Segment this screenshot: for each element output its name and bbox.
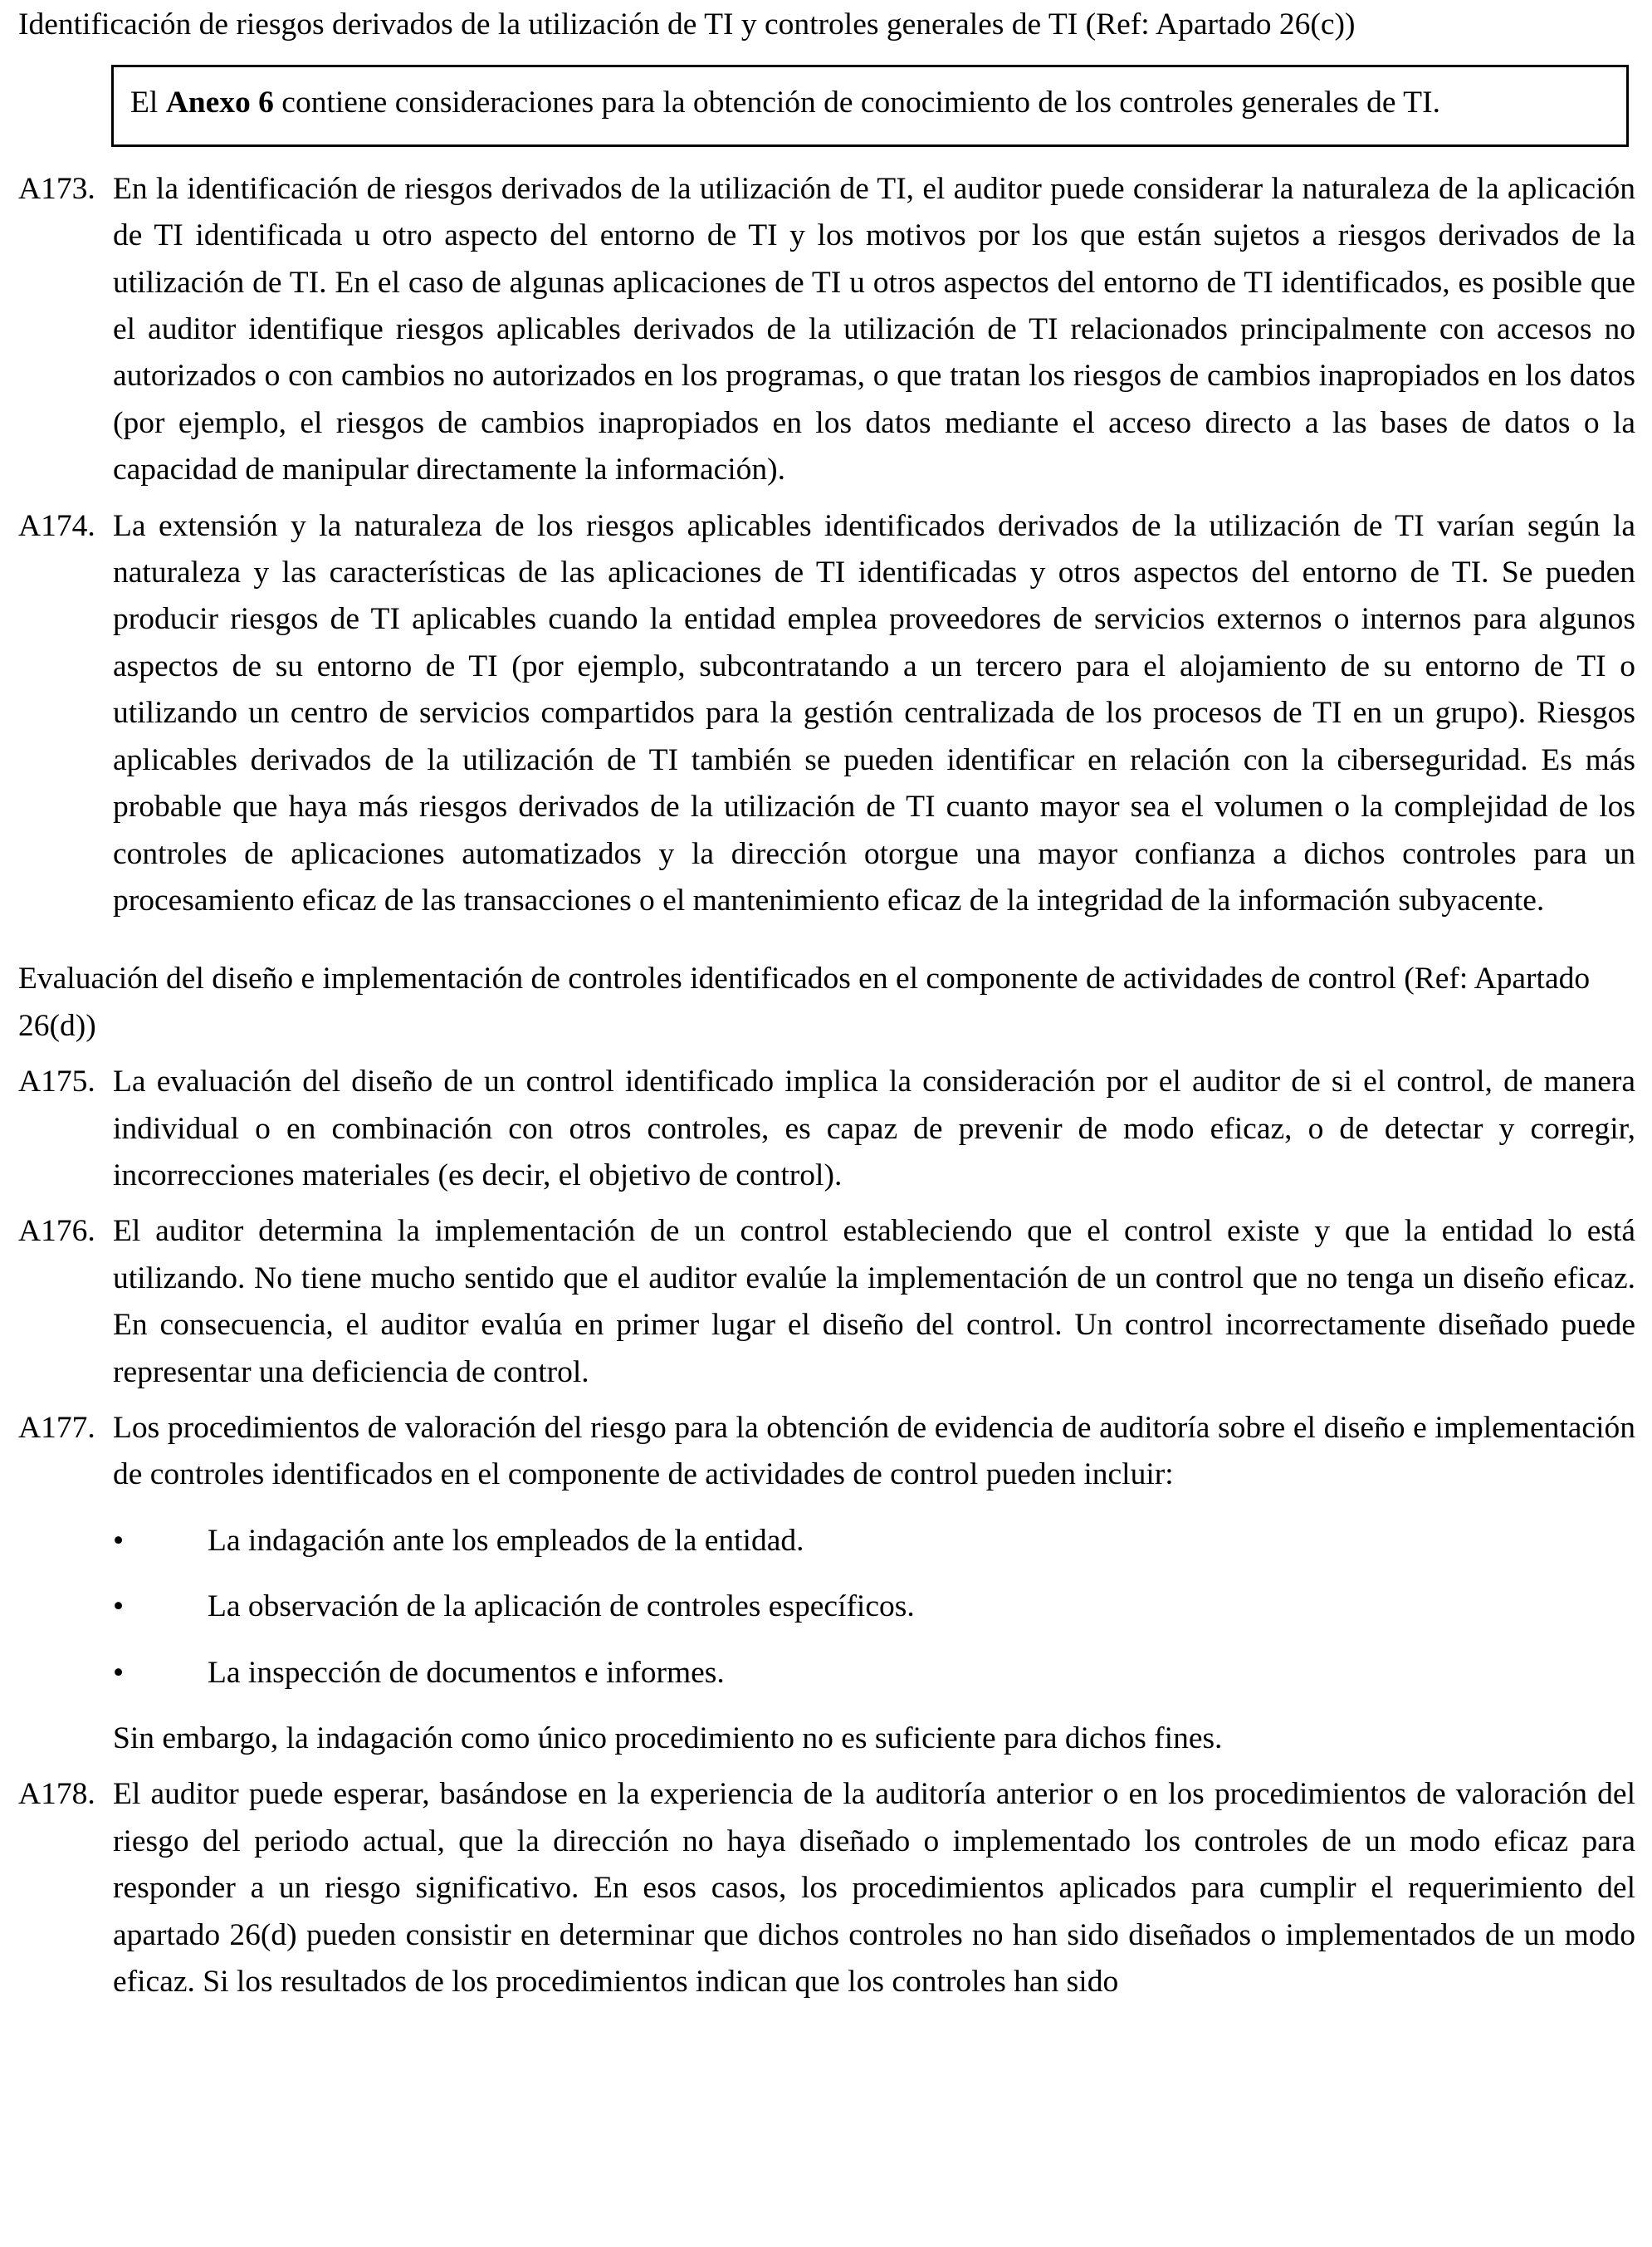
- paragraph-a177-closing: Sin embargo, la indagación como único procedimiento no es suficiente para dichos fines.: [113, 1721, 1223, 1755]
- section-heading-controls-design: Evaluación del diseño e implementación de controles identificados en el componente de actividades de control (Ref: Apartado 26(d)): [18, 962, 1591, 1043]
- paragraph-a174: [18, 503, 1635, 925]
- paragraph-number: A176.: [18, 1214, 95, 1249]
- bullet-icon: •: [113, 1523, 125, 1558]
- paragraph-text: El auditor puede esperar, basándose en la experiencia de la auditoría anterior o en los procedimientos de valoración del riesgo del periodo actual, que la dirección no haya diseñado o implementado los controles de un modo eficaz para responder a un riesgo significativo. En esos casos, los procedimientos aplicados para cumplir el requerimiento del apartado 26(d) pueden consistir en determinar que dichos controles no han sido diseñados o implementados de un modo eficaz. Si los resultados de los procedimientos indican que los controles han sido: [113, 1777, 1635, 2000]
- paragraph-number: A173.: [18, 171, 95, 206]
- procedures-bullet-list: [18, 1518, 1635, 1696]
- paragraph-text: En la identificación de riesgos derivados de la utilización de TI, el auditor puede considerar la naturaleza de la aplicación de TI identificada u otro aspecto del entorno de TI y los motivos por los que están sujetos a riesgos derivados de la utilización de TI. En el caso de algunas aplicaciones de TI u otros aspectos del entorno de TI identificados, es posible que el auditor identifique riesgos aplicables derivados de la utilización de TI relacionados principalmente con accesos no autorizados o con cambios no autorizados en los programas, o que tratan los riesgos de cambios inapropiados en los datos (por ejemplo, el riesgos de cambios inapropiados en los datos mediante el acceso directo a las bases de datos o la capacidad de manipular directamente la información).: [113, 171, 1635, 487]
- list-item-text: La indagación ante los empleados de la entidad.: [208, 1523, 804, 1558]
- paragraph-number: A177.: [18, 1410, 95, 1445]
- list-item-text: La observación de la aplicación de controles específicos.: [208, 1589, 915, 1624]
- annex-note-box: [111, 65, 1629, 146]
- paragraph-a178: [18, 1771, 1635, 2005]
- paragraph-text: La evaluación del diseño de un control identificado implica la consideración por el auditor de si el control, de manera individual o en combinación con otros controles, es capaz de prevenir de modo eficaz, o de detectar y corregir, incorrecciones materiales (es decir, el objetivo de control).: [113, 1065, 1635, 1192]
- paragraph-number: A178.: [18, 1777, 95, 1812]
- bullet-icon: •: [113, 1655, 125, 1690]
- paragraph-a176: [18, 1208, 1635, 1396]
- document-page: [18, 2, 1635, 2005]
- list-item: [113, 1584, 1635, 1630]
- paragraph-text: La extensión y la naturaleza de los riesgos aplicables identificados derivados de la utilización de TI varían según la naturaleza y las características de las aplicaciones de TI identificadas y otros aspectos del entorno de TI. Se pueden producir riesgos de TI aplicables cuando la entidad emplea proveedores de servicios externos o internos para algunos aspectos de su entorno de TI (por ejemplo, subcontratando a un tercero para el alojamiento de su entorno de TI o utilizando un centro de servicios compartidos para la gestión centralizada de los procesos de TI en un grupo). Riesgos aplicables derivados de la utilización de TI también se pueden identificar en relación con la ciberseguridad. Es más probable que haya más riesgos derivados de la utilización de TI cuanto mayor sea el volumen o la complejidad de los controles de aplicaciones automatizados y la dirección otorgue una mayor confianza a dichos controles para un procesamiento eficaz de las transacciones o el mantenimiento eficaz de la integridad de la información subyacente.: [113, 508, 1635, 918]
- paragraph-a177: [18, 1405, 1635, 1499]
- paragraph-text: Los procedimientos de valoración del riesgo para la obtención de evidencia de auditoría sobre el diseño e implementación de controles identificados en el componente de actividades de control pueden incluir:: [113, 1410, 1635, 1492]
- annex-note-bold-reference: Anexo 6: [165, 86, 274, 120]
- paragraph-number: A174.: [18, 508, 95, 543]
- paragraph-a175: [18, 1059, 1635, 1199]
- list-item: [113, 1518, 1635, 1564]
- paragraph-a173: [18, 166, 1635, 494]
- section-heading-it-risks: Identificación de riesgos derivados de la utilización de TI y controles generales de TI (Ref: Apartado 26(c)): [18, 7, 1356, 42]
- paragraph-number: A175.: [18, 1065, 95, 1099]
- list-item-text: La inspección de documentos e informes.: [208, 1655, 725, 1690]
- list-item: [113, 1650, 1635, 1696]
- paragraph-text: El auditor determina la implementación de un control estableciendo que el control existe y que la entidad lo está utilizando. No tiene mucho sentido que el auditor evalúe la implementación de un control que no tenga un diseño eficaz. En consecuencia, el auditor evalúa en primer lugar el diseño del control. Un control incorrectamente diseñado puede representar una deficiencia de control.: [113, 1214, 1635, 1389]
- annex-note-text-after: contiene consideraciones para la obtención de conocimiento de los controles generales de TI.: [273, 86, 1440, 120]
- annex-note-text-before: El: [130, 86, 166, 120]
- bullet-icon: •: [113, 1589, 125, 1624]
